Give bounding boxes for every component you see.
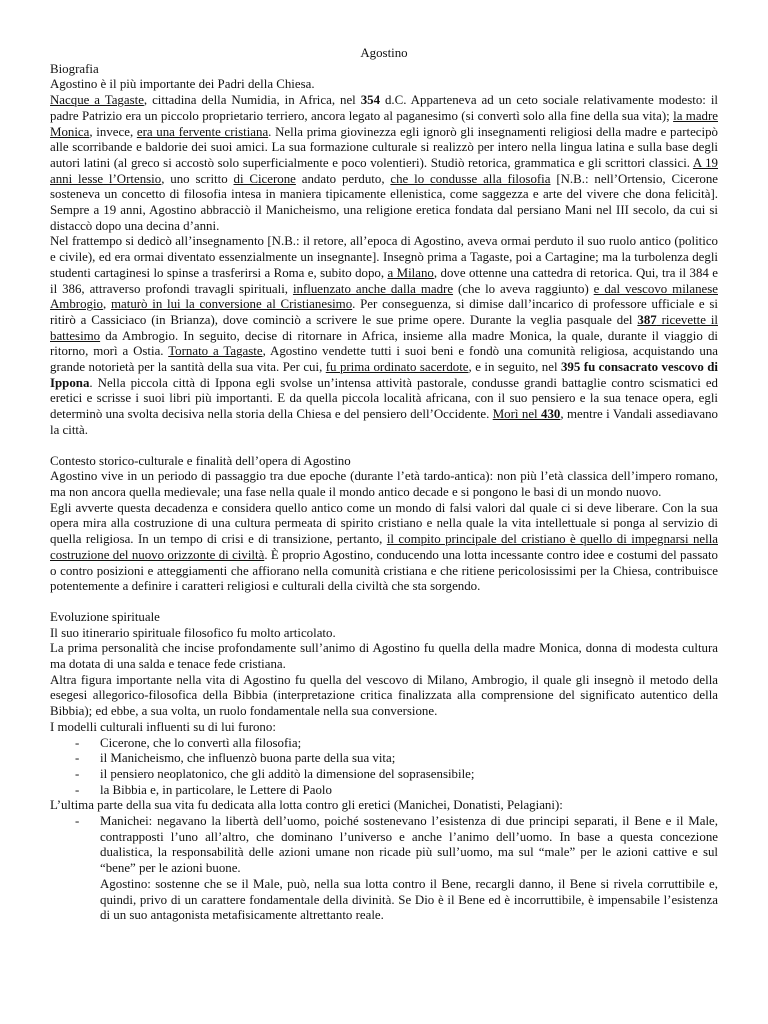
bold-text: 395 fu consacrato vescovo di Ippona xyxy=(50,360,719,390)
text-run: Egli avverte questa decadenza e considera quello antico come un mondo di falsi valori dal quale ci si deve liberare. Con la sua opera mira alla costruzione di una cultura permeata di spirito cristiano e nella quale la vita intellettuale si ponga al servizio di quella religiosa. In un tempo di crisi e di transizione, pertanto, xyxy=(50,500,718,547)
text-run: , invece, xyxy=(89,124,137,139)
list-item: - il pensiero neoplatonico, che gli additò la dimensione del soprasensibile; xyxy=(50,767,718,783)
section-heading-evoluzione: Evoluzione spirituale xyxy=(50,609,160,624)
paragraph-spacer xyxy=(50,439,718,454)
section-heading-biografia: Biografia xyxy=(50,61,99,76)
heretics-list xyxy=(50,814,718,924)
underlined-text: la madre Monica xyxy=(50,108,719,139)
text-run: . Nella piccola città di Ippona egli svolse un’intensa attività pastorale, condusse grandi battaglie contro scismatici ed eretici e scrisse i suoi libri più importanti. E da quella piccola località africana, con il suo pensiero e la sua tenace opera, egli determinò una svolta decisiva nella storia della Chiesa e del pensiero dell’Occidente. xyxy=(50,375,718,422)
underlined-text: era una fervente cristiana xyxy=(136,124,269,139)
bold-text: 354 xyxy=(360,93,381,108)
text-run: . Per conseguenza, si dimise dall’incarico di professore ufficiale e si ritirò a Cassiciaco (in Brianza), dove cominciò a scrivere le sue prime opere. Durante la veglia pasquale del xyxy=(50,297,719,327)
underlined-text: di Cicerone xyxy=(233,171,296,186)
paragraph: Agostino è il più importante dei Padri della Chiesa. xyxy=(50,77,315,92)
list-item-continuation: Agostino: sostenne che se il Male, può, nella sua lotta contro il Bene, recargli danno, il Bene si rivela corruttibile e, quindi, privo di un carattere fondamentale della divinità. Se Dio è il Bene ed è incorruttibile, è impensabile l’esistenza di un suo antagonista metafisicamente altrettanto reale. xyxy=(100,876,718,923)
underlined-text: Nacque a Tagaste xyxy=(50,93,144,108)
text-run: andato perduto, xyxy=(295,171,391,186)
document-title: Agostino xyxy=(360,46,408,60)
text-run: , dove ottenne una cattedra di retorica. Qui, tra il 384 e il 386, attraverso profondi travagli spirituali, xyxy=(50,265,718,296)
list-item: - Manichei: negavano la libertà dell’uomo, poiché sostenevano l’esistenza di due principi separati, il Bene e il Male, contrapposti l’uno all’altro, che dominano l’universo e anche l’animo dell’uomo. In base a questa concezione dualistica, la responsabilità delle azioni umane non ricade più sull’uomo, ma sul “male” per le azioni cattive e sul “bene” per le azioni buone. xyxy=(50,814,718,877)
document-page xyxy=(50,46,718,924)
text-run: , xyxy=(103,297,111,312)
underlined-text: il compito principale del cristiano è quello di impegnarsi nella costruzione del nuovo orizzonte di civiltà xyxy=(50,532,718,562)
list-item: - Cicerone, che lo convertì alla filosofia; xyxy=(50,736,718,752)
list-item: - la Bibbia e, in particolare, le Lettere di Paolo xyxy=(50,783,718,799)
paragraph: Agostino vive in un periodo di passaggio tra due epoche (durante l’età tardo-antica): non più l’età classica dell’impero romano, ma non ancora quella medievale; una fase nella quale il mondo antico decade e si pongono le basi di un mondo nuovo. xyxy=(50,469,718,499)
text-run: , cittadina della Numidia, in Africa, nel xyxy=(143,93,361,108)
paragraph: La prima personalità che incise profondamente sull’animo di Agostino fu quella della madre Monica, donna di modesta cultura ma dotata di una salda e tenace fede cristiana. xyxy=(50,641,718,672)
underlined-text: Tornato a Tagaste xyxy=(168,344,263,359)
text-run: Nel frattempo si dedicò all’insegnamento [N.B.: il retore, all’epoca di Agostino, aveva ormai perduto il suo ruolo antico (politico e civile), ed era ormai diventato essenzialmente un insegnante]. Insegnò prima a Tagaste, poi a Cartagine; ma la turbolenza degli studenti cartaginesi lo spinse a trasferirsi a Roma e, subito dopo, xyxy=(50,234,718,280)
underlined-text: che lo condusse alla filosofia xyxy=(390,171,551,186)
paragraph xyxy=(50,234,718,438)
paragraph-spacer xyxy=(50,595,718,610)
paragraph: Il suo itinerario spirituale filosofico fu molto articolato. xyxy=(50,625,336,640)
underlined-text: Morì nel xyxy=(492,407,542,422)
paragraph: I modelli culturali influenti su di lui furono: xyxy=(50,719,276,734)
text-run: da Ambrogio. In seguito, decise di ritornare in Africa, insieme alla madre Monica, la quale, durante il viaggio di ritorno, morì a Ostia. xyxy=(50,328,718,359)
paragraph xyxy=(50,93,718,234)
bold-text: 387 xyxy=(637,312,657,327)
paragraph: L’ultima parte della sua vita fu dedicata alla lotta contro gli eretici (Manichei, Donatisti, Pelagiani): xyxy=(50,798,563,813)
text-run: . È proprio Agostino, conducendo una lotta incessante contro idee e costumi del passato o contro posizioni e atteggiamenti che affiorano nella comunità cristiana e che ritiene pericolosissimi per la Chiesa, contribuisce potentemente a definire i caratteri religiosi e culturali della civiltà che sta sorgendo. xyxy=(50,547,719,594)
text-run: , mentre i Vandali assediavano la città. xyxy=(50,407,718,437)
underlined-text: maturò in lui la conversione al Cristianesimo xyxy=(110,297,353,312)
underlined-text: ricevette il battesimo xyxy=(50,312,718,343)
cultural-models-list xyxy=(50,736,718,799)
underlined-text: influenzato anche dalla madre xyxy=(292,281,454,296)
text-run: (che lo aveva raggiunto) xyxy=(453,281,594,296)
section-heading-contesto: Contesto storico-culturale e finalità dell’opera di Agostino xyxy=(50,453,351,468)
underlined-text: e dal vescovo milanese Ambrogio xyxy=(50,281,718,312)
underlined-text: A 19 anni lesse l’Ortensio xyxy=(50,155,718,186)
underlined-text: fu prima ordinato sacerdote xyxy=(325,360,469,375)
list-item: - il Manicheismo, che influenzò buona parte della sua vita; xyxy=(50,751,718,767)
text-run: , uno scritto xyxy=(161,171,234,186)
paragraph: Altra figura importante nella vita di Agostino fu quella del vescovo di Milano, Ambrogio, il quale gli insegnò il metodo della esegesi allegorico-filosofica della Bibbia (interpretazione critica finalizzata alla comprensione del significato autentico della Bibbia); ed ebbe, a sua volta, un ruolo fondamentale nella sua conversione. xyxy=(50,672,718,719)
text-run: [N.B.: nell’Ortensio, Cicerone sosteneva un concetto di filosofia intesa in maniera tipicamente ellenistica, come saggezza e arte del vivere che dona felicità]. Sempre a 19 anni, Agostino abbracciò il Manicheismo, una religione eretica fondata dal persiano Mani nel III secolo, da cui si distaccò dopo una decina d’anni. xyxy=(50,171,718,233)
text-run: , Agostino vendette tutti i suoi beni e fondò una comunità religiosa, acquistando una grande notorietà per la santità della sua vita. Per cui, xyxy=(50,344,718,375)
text-run: d.C. Apparteneva ad un ceto sociale relativamente modesto: il padre Patrizio era un piccolo proprietario terriero, ancora legato al paganesimo (si convertì solo alla fine della sua vita); xyxy=(50,93,718,123)
text-run: . Nella prima giovinezza egli ignorò gli insegnamenti religiosi della madre e partecipò alle scorribande e baldorie dei suoi amici. La sua formazione culturale si realizzò per intero nella lingua latina e sulla base degli autori latini (al greco si accostò solo superficialmente e poco volentieri). Studiò retorica, grammatica e gli scrittori classici. xyxy=(50,124,719,170)
text-run: , e in seguito, nel xyxy=(468,360,561,375)
bold-text: 430 xyxy=(541,407,561,422)
underlined-text: a Milano xyxy=(387,265,434,280)
paragraph xyxy=(50,501,718,595)
